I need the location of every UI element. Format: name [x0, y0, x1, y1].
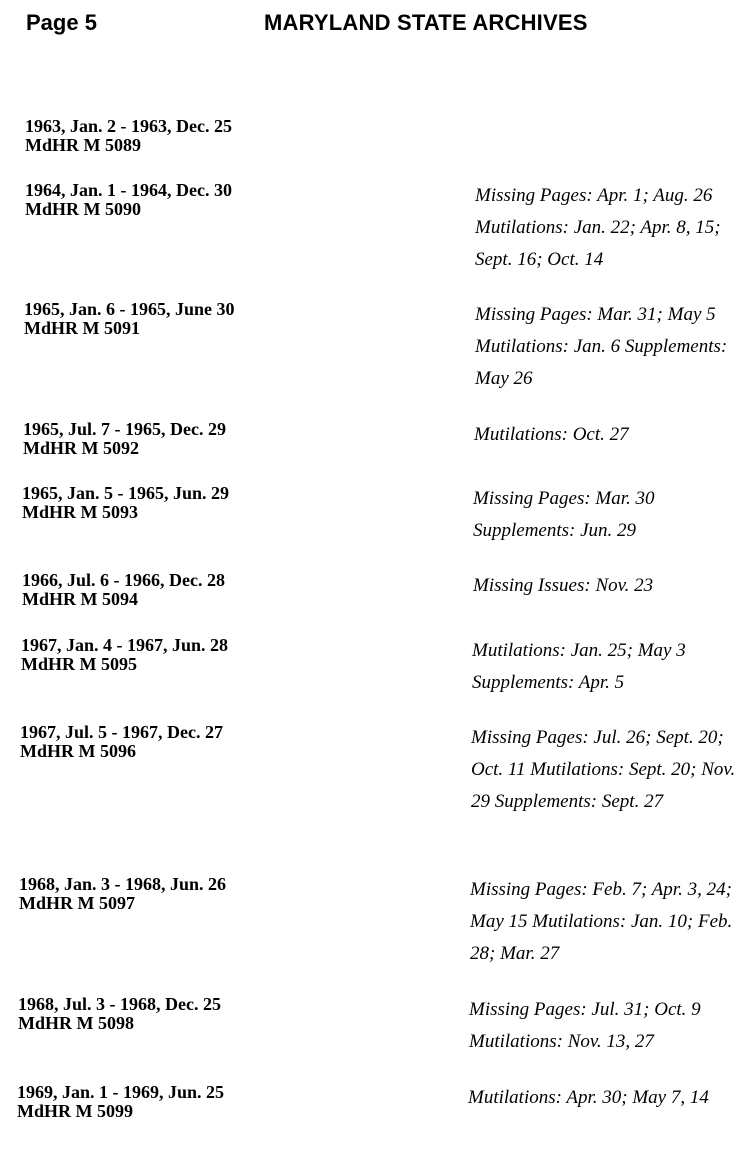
- condition-notes: Missing Pages: Jul. 26; Sept. 20; Oct. 11 Mutilations: Sept. 20; Nov. 29 Supplements: Sept. 27: [471, 727, 736, 812]
- mdhr-number: MdHR M 5097: [19, 893, 135, 913]
- date-range: 1967, Jul. 5 - 1967, Dec. 27: [20, 722, 223, 742]
- mdhr-number: MdHR M 5093: [22, 502, 138, 522]
- page-title: MARYLAND STATE ARCHIVES: [264, 10, 588, 35]
- date-range: 1969, Jan. 1 - 1969, Jun. 25: [17, 1082, 225, 1102]
- date-range: 1964, Jan. 1 - 1964, Dec. 30: [25, 180, 232, 200]
- date-range: 1968, Jul. 3 - 1968, Dec. 25: [18, 994, 221, 1014]
- mdhr-number: MdHR M 5099: [17, 1101, 133, 1121]
- mdhr-number: MdHR M 5096: [20, 741, 136, 761]
- date-range: 1966, Jul. 6 - 1966, Dec. 28: [22, 570, 225, 590]
- date-range: 1965, Jan. 5 - 1965, Jun. 29: [22, 483, 230, 503]
- condition-notes: Mutilations: Oct. 27: [474, 424, 629, 445]
- page-number: Page 5: [26, 10, 97, 35]
- date-range: 1965, Jul. 7 - 1965, Dec. 29: [23, 419, 226, 439]
- condition-notes: Missing Pages: Feb. 7; Apr. 3, 24; May 15 Mutilations: Jan. 10; Feb. 28; Mar. 27: [470, 879, 733, 964]
- condition-notes: Missing Pages: Mar. 30 Supplements: Jun. 29: [473, 488, 655, 541]
- condition-notes: Missing Pages: Jul. 31; Oct. 9 Mutilations: Nov. 13, 27: [469, 999, 701, 1052]
- condition-notes: Missing Pages: Apr. 1; Aug. 26 Mutilations: Jan. 22; Apr. 8, 15; Sept. 16; Oct. 14: [475, 185, 721, 270]
- mdhr-number: MdHR M 5094: [22, 589, 138, 609]
- condition-notes: Missing Pages: Mar. 31; May 5 Mutilations: Jan. 6 Supplements: May 26: [475, 304, 728, 389]
- mdhr-number: MdHR M 5092: [23, 438, 139, 458]
- mdhr-number: MdHR M 5095: [21, 654, 137, 674]
- mdhr-number: MdHR M 5091: [24, 318, 140, 338]
- mdhr-number: MdHR M 5089: [25, 135, 141, 155]
- date-range: 1963, Jan. 2 - 1963, Dec. 25: [25, 116, 232, 136]
- date-range: 1967, Jan. 4 - 1967, Jun. 28: [21, 635, 229, 655]
- mdhr-number: MdHR M 5098: [18, 1013, 134, 1033]
- date-range: 1965, Jan. 6 - 1965, June 30: [24, 299, 235, 319]
- condition-notes: Mutilations: Jan. 25; May 3 Supplements: Apr. 5: [472, 640, 686, 693]
- condition-notes: Mutilations: Apr. 30; May 7, 14: [468, 1087, 709, 1108]
- condition-notes: Missing Issues: Nov. 23: [473, 575, 654, 596]
- date-range: 1968, Jan. 3 - 1968, Jun. 26: [19, 874, 227, 894]
- mdhr-number: MdHR M 5090: [25, 199, 141, 219]
